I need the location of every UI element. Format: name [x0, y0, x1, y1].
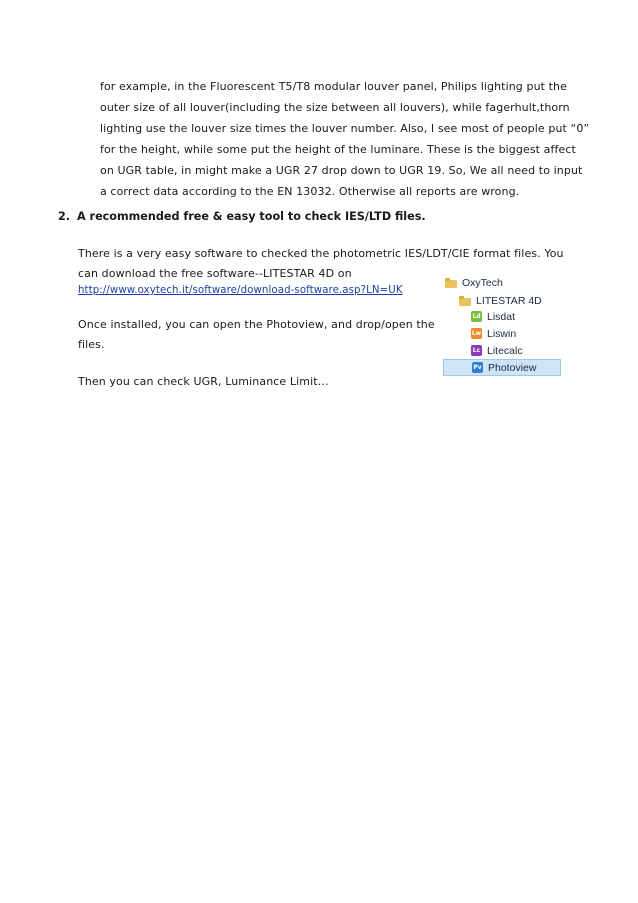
tree-item-liswin[interactable]: [471, 325, 516, 342]
tree-item-litestar[interactable]: [459, 292, 542, 309]
tree-item-oxytech[interactable]: [445, 274, 503, 291]
tree-item-label: LITESTAR 4D: [476, 294, 542, 307]
litecalc-icon: Lc: [472, 347, 481, 354]
explorer-tree-image: [443, 272, 563, 378]
tree-item-label: Photoview: [488, 361, 537, 374]
tree-item-label: Litecalc: [487, 344, 523, 357]
section-heading: [58, 210, 426, 223]
paragraph-line: on UGR table, in might make a UGR 27 drop down to UGR 19. So, We all need to input: [100, 164, 583, 177]
installed-line: files.: [78, 338, 105, 351]
download-link[interactable]: http://www.oxytech.it/software/download-software.asp?LN=UK: [78, 285, 403, 296]
tree-item-lisdat[interactable]: [471, 308, 515, 325]
paragraph-line: lighting use the louver size times the louver number. Also, I see most of people put “0”: [100, 122, 590, 135]
paragraph-line: for example, in the Fluorescent T5/T8 modular louver panel, Philips lighting put the: [100, 80, 567, 93]
folder-icon: [459, 296, 471, 306]
installed-line: Once installed, you can open the Photoview, and drop/open the: [78, 318, 435, 331]
check-line: Then you can check UGR, Luminance Limit…: [78, 375, 329, 388]
tree-item-label: Lisdat: [487, 310, 516, 323]
lisdat-icon: Ld: [472, 313, 481, 320]
intro-line: There is a very easy software to checked the photometric IES/LDT/CIE format files. You: [78, 247, 564, 260]
tree-item-label: OxyTech: [462, 276, 503, 289]
section-title: A recommended free & easy tool to check IES/LTD files.: [77, 210, 426, 223]
tree-item-photoview[interactable]: [443, 359, 561, 376]
intro-line: can download the free software--LITESTAR 4D on: [78, 267, 352, 280]
tree-item-litecalc[interactable]: [471, 342, 523, 359]
section-number: 2.: [58, 210, 71, 223]
liswin-icon: Lw: [471, 330, 482, 337]
tree-item-label: Liswin: [487, 327, 517, 340]
paragraph-line: outer size of all louver(including the size between all louvers), while fagerhult,thorn: [100, 101, 570, 114]
photoview-icon: Pv: [473, 364, 482, 371]
paragraph-line: for the height, while some put the height of the luminare. These is the biggest affect: [100, 143, 576, 156]
folder-icon: [445, 278, 457, 288]
paragraph-line: a correct data according to the EN 13032. Otherwise all reports are wrong.: [100, 185, 520, 198]
